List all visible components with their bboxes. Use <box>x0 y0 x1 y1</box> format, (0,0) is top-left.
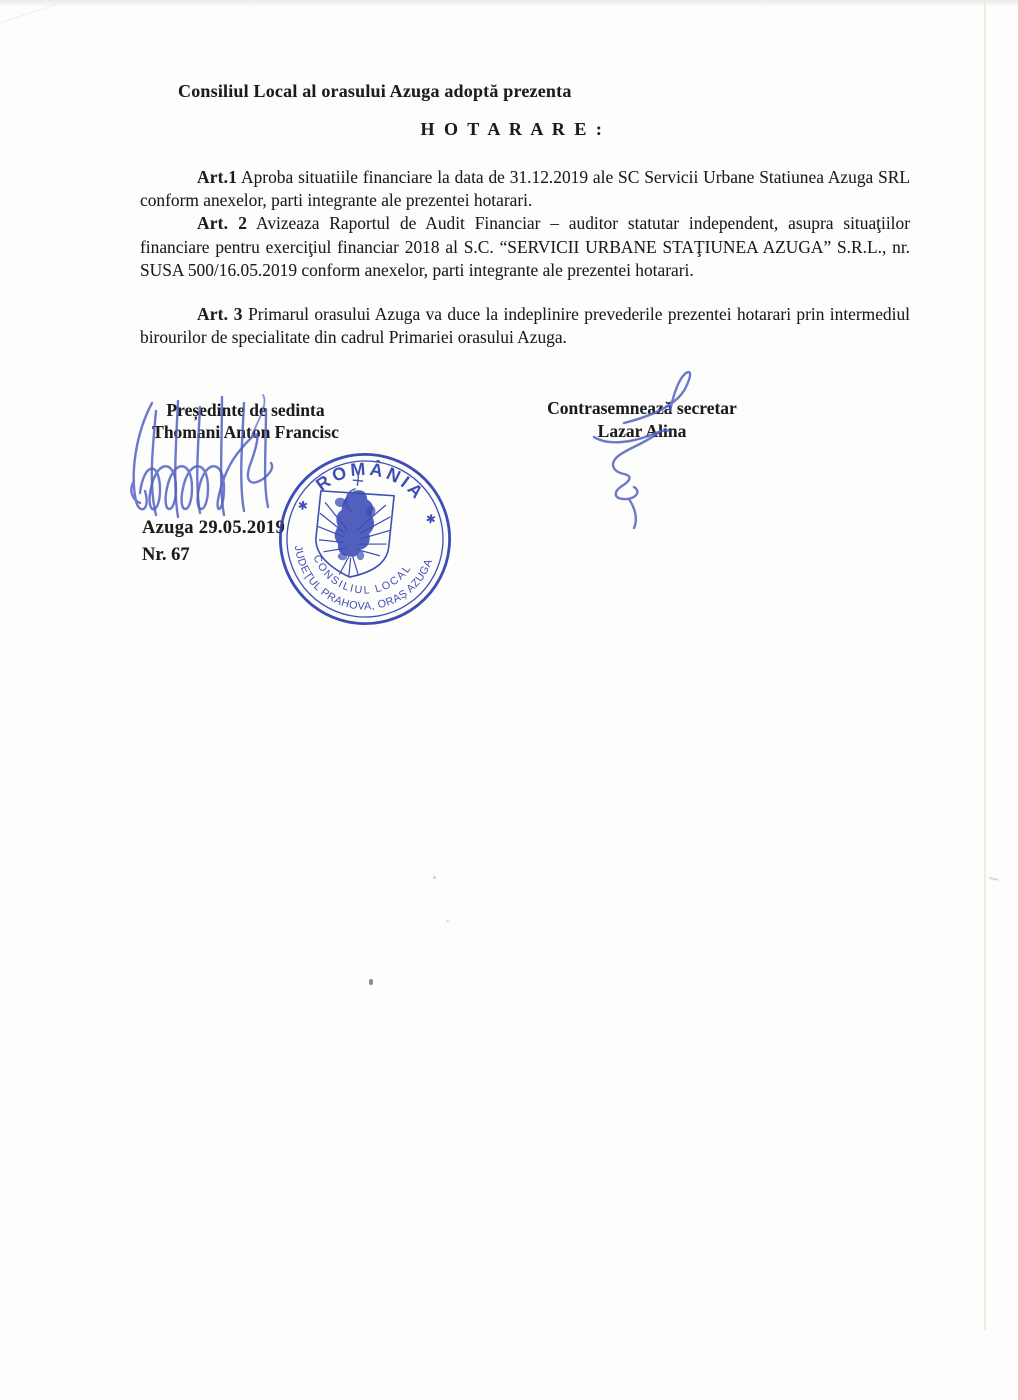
issue-date: Azuga 29.05.2019 <box>142 518 286 538</box>
president-name: Thomani Anton Francisc <box>152 422 339 442</box>
president-signature-ink <box>126 391 336 541</box>
article-3-text: Primarul orasului Azuga va duce la indeplinire prevederile prezentei hotarari prin intermediul birourilor de specialitate din cadrul Primariei orasului Azuga. <box>140 304 910 348</box>
stamp-county-text: JUDEŢUL PRAHOVA, ORAŞ AZUGA <box>291 544 436 613</box>
scan-speck <box>989 877 999 881</box>
secretary-signature-ink <box>580 367 710 529</box>
article-1-label: Art.1 <box>197 167 238 187</box>
article-3 <box>140 303 910 349</box>
scan-edge-right <box>984 0 986 1330</box>
stamp-council-text: CONSILIUL LOCAL <box>310 553 415 597</box>
article-2 <box>140 212 910 282</box>
stamp-star-left-icon: ✱ <box>296 498 309 514</box>
article-2-label: Art. 2 <box>197 213 248 234</box>
scan-corner-artifact <box>0 0 56 24</box>
article-1 <box>140 166 910 212</box>
article-1-text: Aproba situatiile financiare la data de 31.12.2019 ale SC Servicii Urbane Statiunea Azuga SRL conform anexelor, parti integrante ale prezentei hotarari. <box>140 167 911 211</box>
secretary-name: Lazar Alina <box>597 421 687 441</box>
preamble-line: Consiliul Local al orasului Azuga adoptă prezenta <box>178 81 572 101</box>
stamp-country-text: ROMÂNIA <box>312 458 430 505</box>
scan-speck <box>433 876 436 879</box>
president-role: Președinte de sedinta <box>166 400 325 420</box>
articles-block <box>140 166 910 349</box>
stamp-star-right-icon: ✱ <box>425 511 437 527</box>
article-2-text: Avizeaza Raportul de Audit Financiar – auditor statutar independent, asupra situaţiilor financiare pentru exerciţiul financiar 2018 al S.C. “SERVICII URBANE STAŢIUNEA AZUGA” S.R.L., nr. SUSA 500/16.05.2019 conform anexelor, parti integrante ale prezentei hotarari. <box>140 213 910 280</box>
scan-edge-top <box>0 0 1018 7</box>
scan-speck <box>369 979 373 985</box>
scan-speck <box>446 920 449 922</box>
article-3-label: Art. 3 <box>197 304 243 325</box>
secretary-role: Contrasemnează secretar <box>547 398 737 418</box>
decision-number: Nr. 67 <box>142 545 190 565</box>
decision-title: H O T A R A R E : <box>420 119 605 139</box>
